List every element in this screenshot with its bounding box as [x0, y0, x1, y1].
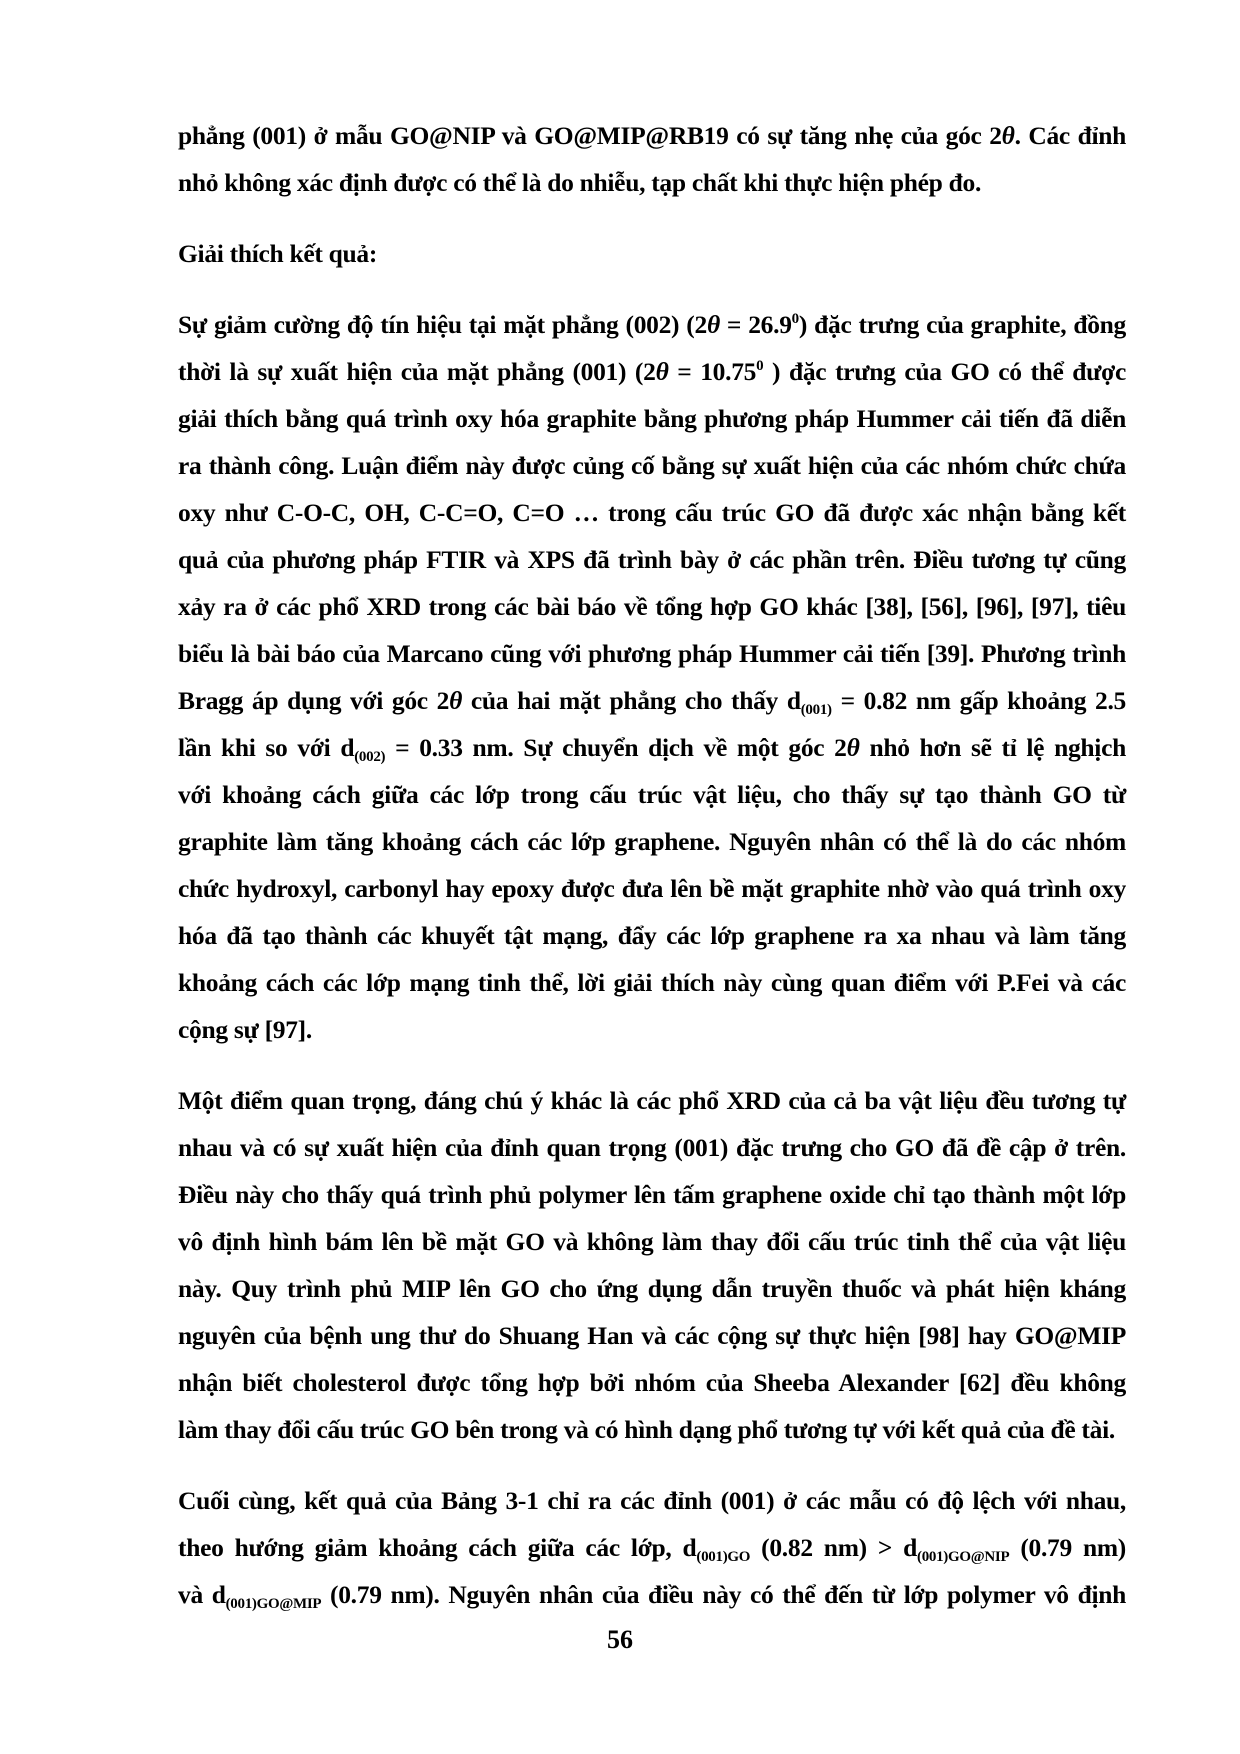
subscript: (001)GO@NIP — [917, 1549, 1010, 1565]
paragraph-2 — [178, 230, 1126, 277]
text-line: Cuối cùng, kết quả của Bảng 3-1 chỉ ra các đỉnh (001) ở các mẫu có độ lệch với nhau, — [178, 1486, 1126, 1515]
theta-symbol: θ — [1001, 121, 1015, 150]
subscript: (001)GO — [696, 1549, 751, 1565]
text-line: quả của phương pháp FTIR và XPS đã trình bày ở các phần trên. Điều tương tự cũng — [178, 545, 1126, 574]
text-line — [178, 348, 1126, 395]
text-line: khoảng cách các lớp mạng tinh thể, lời giải thích này cùng quan điểm với P.Fei và các — [178, 968, 1126, 997]
subscript: (002) — [354, 749, 386, 765]
text-line: Điều này cho thấy quá trình phủ polymer lên tấm graphene oxide chỉ tạo thành một lớp — [178, 1180, 1126, 1209]
paragraph-1 — [178, 112, 1126, 206]
text-line: nhỏ không xác định được có thể là do nhiễu, tạp chất khi thực hiện phép đo. — [178, 168, 982, 197]
text-run: ) đặc trưng của graphite, đồng — [798, 310, 1126, 339]
text-run: và d — [178, 1580, 226, 1609]
text-line: làm thay đổi cấu trúc GO bên trong và có hình dạng phổ tương tự với kết quả của đề tài. — [178, 1415, 1115, 1444]
text-line — [178, 301, 1126, 348]
text-line — [178, 112, 1126, 159]
text-line: chức hydroxyl, carbonyl hay epoxy được đưa lên bề mặt graphite nhờ vào quá trình oxy — [178, 874, 1126, 903]
text-line: nguyên của bệnh ung thư do Shuang Han và các cộng sự thực hiện [98] hay GO@MIP — [178, 1321, 1126, 1350]
text-run: Sự giảm cường độ tín hiệu tại mặt phẳng (002) (2 — [178, 310, 707, 339]
page-body — [178, 112, 1126, 1642]
text-run: Bragg áp dụng với góc 2 — [178, 686, 450, 715]
text-run: (0.79 nm). Nguyên nhân của điều này có thể đến từ lớp polymer vô định — [321, 1580, 1126, 1609]
text-run: (0.82 nm) > d — [750, 1533, 917, 1562]
text-run: thời là sự xuất hiện của mặt phẳng (001) (2 — [178, 357, 656, 386]
text-line: biểu là bài báo của Marcano cũng với phương pháp Hummer cải tiến [39]. Phương trình — [178, 639, 1126, 668]
text-line: hóa đã tạo thành các khuyết tật mạng, đẩy các lớp graphene ra xa nhau và làm tăng — [178, 921, 1126, 950]
text-run: = 26.9 — [719, 310, 792, 339]
paragraph-4 — [178, 1077, 1126, 1453]
page-number: 56 — [607, 1625, 633, 1654]
degree-superscript: 0 — [756, 358, 764, 374]
text-line: nhận biết cholesterol được tổng hợp bởi nhóm của Sheeba Alexander [62] đều không — [178, 1368, 1126, 1397]
text-run: của hai mặt phẳng cho thấy d — [462, 686, 801, 715]
text-run: = 0.33 nm. Sự chuyển dịch về một góc 2 — [385, 733, 847, 762]
text-run: lần khi so với d — [178, 733, 355, 762]
text-line: xảy ra ở các phổ XRD trong các bài báo về tổng hợp GO khác [38], [56], [96], [97], tiêu — [178, 592, 1126, 621]
text-line: vô định hình bám lên bề mặt GO và không làm thay đổi cấu trúc tinh thể của vật liệu — [178, 1227, 1126, 1256]
text-line: giải thích bằng quá trình oxy hóa graphite bằng phương pháp Hummer cải tiến đã diễn — [178, 404, 1126, 433]
text-run: ) đặc trưng của GO có thể được — [763, 357, 1127, 386]
subscript: (001)GO@MIP — [225, 1596, 322, 1612]
section-label: Giải thích kết quả: — [178, 239, 378, 268]
text-line: ra thành công. Luận điểm này được củng cố bằng sự xuất hiện của các nhóm chức chứa — [178, 451, 1126, 480]
text-line: này. Quy trình phủ MIP lên GO cho ứng dụng dẫn truyền thuốc và phát hiện kháng — [178, 1274, 1126, 1303]
text-line: oxy như C-O-C, OH, C-C=O, C=O … trong cấu trúc GO đã được xác nhận bằng kết — [178, 498, 1126, 527]
theta-symbol: θ — [706, 310, 720, 339]
text-line — [178, 1524, 1126, 1571]
text-line: cộng sự [97]. — [178, 1015, 312, 1044]
degree-superscript: 0 — [791, 311, 799, 327]
text-line — [178, 677, 1126, 724]
text-line: graphite làm tăng khoảng cách các lớp graphene. Nguyên nhân có thể là do các nhóm — [178, 827, 1126, 856]
theta-symbol: θ — [846, 733, 860, 762]
paragraph-5 — [178, 1477, 1126, 1618]
paragraph-3 — [178, 301, 1126, 1053]
theta-symbol: θ — [655, 357, 669, 386]
text-run: theo hướng giảm khoảng cách giữa các lớp, d — [178, 1533, 697, 1562]
text-run: nhỏ hơn sẽ tỉ lệ nghịch — [859, 733, 1126, 762]
text-run: = 10.75 — [668, 357, 757, 386]
text-line: với khoảng cách giữa các lớp trong cấu trúc vật liệu, cho thấy sự tạo thành GO từ — [178, 780, 1126, 809]
text-line — [178, 724, 1126, 771]
text-run: phẳng (001) ở mẫu GO@NIP và GO@MIP@RB19 có sự tăng nhẹ của góc 2 — [178, 121, 1002, 150]
text-run: . Các đỉnh — [1014, 121, 1126, 150]
subscript: (001) — [800, 702, 832, 718]
theta-symbol: θ — [449, 686, 463, 715]
text-run: = 0.82 nm gấp khoảng 2.5 — [831, 686, 1126, 715]
text-line — [178, 1571, 1126, 1618]
text-line: Một điểm quan trọng, đáng chú ý khác là các phổ XRD của cả ba vật liệu đều tương tự — [178, 1086, 1126, 1115]
text-run: (0.79 nm) — [1009, 1533, 1126, 1562]
text-line: nhau và có sự xuất hiện của đỉnh quan trọng (001) đặc trưng cho GO đã đề cập ở trên. — [178, 1133, 1126, 1162]
